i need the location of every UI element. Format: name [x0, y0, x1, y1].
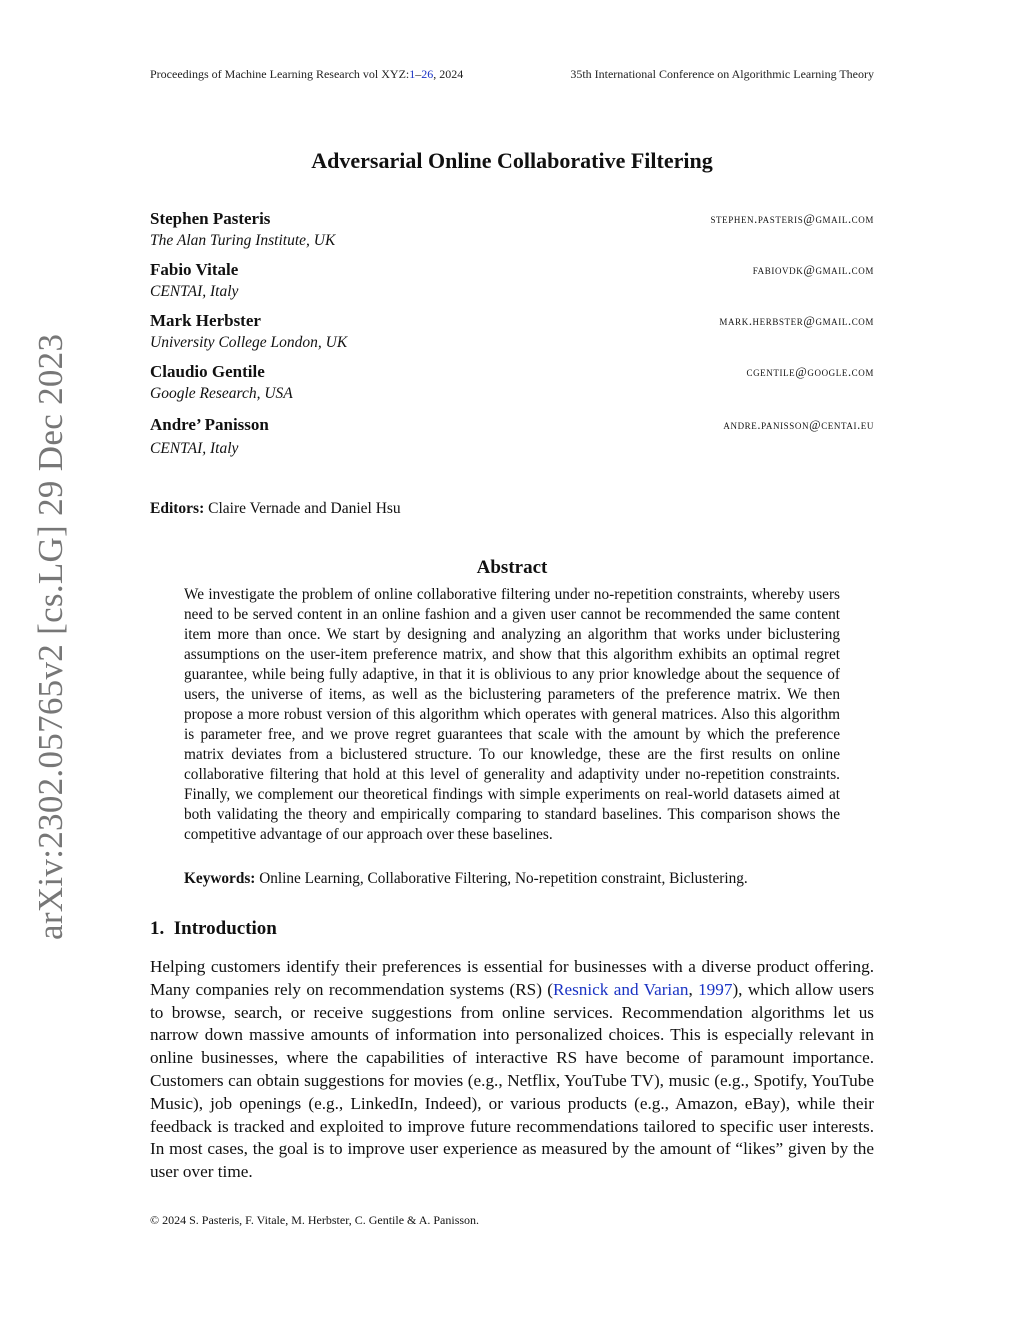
editors-label: Editors: [150, 500, 205, 517]
keywords-text: Online Learning, Collaborative Filtering, No-repetition constraint, Biclustering. [255, 870, 748, 887]
intro-text-part2: ), which allow users to browse, search, or receive suggestions from online services. Recommendation algorithms let us narrow down massive amounts of information into personalized choices. This is especially relevant in online businesses, where the capabilities of interactive RS have become of paramount importance. Customers can obtain suggestions for movies (e.g., Netflix, YouTube TV), music (e.g., Spotify, YouTube Music), job openings (e.g., LinkedIn, Indeed), or various products (e.g., Amazon, eBay), while their feedback is tracked and exploited to improve future recommendations tailored to specific user interests. In most cases, the goal is to improve user experience as measured by the amount of “likes” given by the user over time. [150, 979, 875, 1182]
author-list [150, 208, 874, 465]
author-email: andre.panisson@centai.eu [723, 418, 874, 432]
author-block [150, 208, 874, 259]
abstract-text: We investigate the problem of online collaborative filtering under no-repetition constraints, whereby users need to be served content in an online fashion and a given user cannot be recommended the same content item more than once. We start by designing and analyzing an algorithm that works under biclustering assumptions on the user-item preference matrix, and show that this algorithm exhibits an optimal regret guarantee, while being fully adaptive, in that it is oblivious to any prior knowledge about the sequence of users, the universe of items, as well as the biclustering parameters of the preference matrix. We then propose a more robust version of this algorithm which operates with general matrices. Also this algorithm is parameter free, and we prove regret guarantees that scale with the amount by which the preference matrix deviates from a biclustered structure. To our knowledge, these are the first results on online collaborative filtering that hold at this level of generality and adaptivity under no-repetition constraints. Finally, we complement our theoretical findings with simple experiments on real-world datasets aimed at both validating the theory and empirically comparing to standard baselines. This comparison shows the competitive advantage of our approach over these baselines. [184, 586, 840, 843]
editors-names: Claire Vernade and Daniel Hsu [204, 500, 401, 517]
citation-year-link[interactable]: 1997 [698, 979, 733, 999]
keywords-line [184, 869, 840, 889]
author-name: Fabio Vitale [150, 260, 239, 279]
author-name: Andre’ Panisson [150, 415, 269, 434]
header-proceedings [150, 67, 463, 82]
abstract-heading: Abstract [476, 557, 548, 578]
paper-title: Adversarial Online Collaborative Filtering [311, 148, 713, 173]
header-year: , 2024 [433, 67, 464, 81]
header-page-end-link[interactable]: 26 [421, 67, 434, 81]
author-name: Mark Herbster [150, 311, 261, 330]
introduction-paragraph [150, 956, 874, 1184]
author-affiliation: The Alan Turing Institute, UK [150, 232, 336, 249]
header-conference: 35th International Conference on Algorithmic Learning Theory [570, 67, 874, 81]
author-affiliation: Google Research, USA [150, 385, 293, 402]
author-block [150, 259, 874, 310]
arxiv-identifier-stamp: arXiv:2302.05765v2 [cs.LG] 29 Dec 2023 [31, 333, 70, 940]
author-block [150, 310, 874, 361]
header-page-separator: – [415, 67, 422, 81]
header-proceedings-prefix: Proceedings of Machine Learning Research vol XYZ: [150, 67, 410, 81]
copyright-footer: © 2024 S. Pasteris, F. Vitale, M. Herbster, C. Gentile & A. Panisson. [150, 1213, 480, 1227]
author-name: Claudio Gentile [150, 362, 265, 381]
author-email: fabiovdk@gmail.com [752, 263, 874, 277]
author-name: Stephen Pasteris [150, 209, 271, 228]
section-number: 1. [150, 918, 165, 939]
author-affiliation: CENTAI, Italy [150, 440, 239, 457]
editors-line [150, 500, 401, 518]
citation-authors-link[interactable]: Resnick and Varian [553, 979, 689, 999]
author-email: stephen.pasteris@gmail.com [710, 212, 874, 226]
section-title: Introduction [173, 918, 277, 939]
author-email: mark.herbster@gmail.com [719, 314, 874, 328]
section-heading-introduction [150, 918, 277, 940]
header-page-start-link[interactable]: 1 [409, 67, 416, 81]
citation-separator: , [688, 979, 699, 999]
author-block [150, 414, 874, 465]
author-affiliation: CENTAI, Italy [150, 283, 239, 300]
intro-text-part1: Helping customers identify their preferences is essential for businesses with a diverse product offering. Many companies rely on recommendation systems (RS) ( [150, 957, 874, 999]
author-email: cgentile@google.com [746, 365, 874, 379]
author-affiliation: University College London, UK [150, 334, 348, 351]
keywords-label: Keywords: [184, 870, 256, 887]
author-block [150, 361, 874, 412]
